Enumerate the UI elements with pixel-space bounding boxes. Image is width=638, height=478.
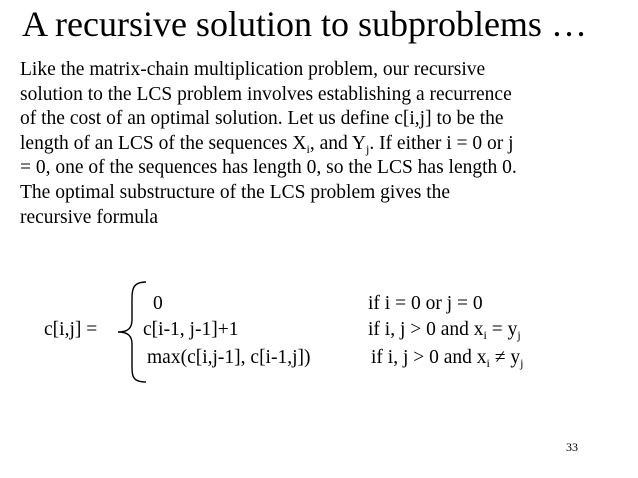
case2-cond-b: = y — [486, 319, 518, 340]
case3-condition — [371, 346, 523, 370]
word: recursive — [413, 59, 486, 80]
recursive-formula — [0, 288, 638, 398]
word: Like — [20, 59, 56, 80]
word: substructure — [119, 181, 215, 203]
word: the — [426, 181, 451, 203]
line4-text-a: length of an LCS of the sequences X — [20, 132, 307, 154]
case2-condition — [368, 318, 521, 342]
subscript-i: i — [486, 356, 490, 370]
word: multiplication — [193, 59, 304, 80]
subscript-j: j — [517, 328, 521, 342]
body-paragraph — [20, 58, 616, 230]
word: gives — [380, 181, 422, 203]
paragraph-line-4 — [20, 132, 616, 157]
word: the — [240, 181, 265, 203]
case3-cond-b: ≠ y — [489, 347, 521, 368]
case3-cond-a: if i, j > 0 and x — [371, 347, 487, 368]
case2-cond-a: if i, j > 0 and x — [368, 319, 484, 340]
formula-lhs: c[i,j] = — [44, 319, 98, 340]
word: the — [60, 59, 85, 80]
word: matrix-chain — [89, 59, 189, 80]
paragraph-line-6 — [20, 181, 616, 206]
paragraph-line-5: = 0, one of the sequences has length 0, so the LCS has length 0. — [20, 157, 517, 179]
word: our — [382, 59, 409, 80]
paragraph-line-1 — [20, 58, 616, 83]
case3-expression: max(c[i,j-1], c[i-1,j]) — [147, 347, 311, 368]
word: LCS — [269, 181, 306, 203]
paragraph-line-2: solution to the LCS problem involves establishing a recurrence — [20, 83, 512, 105]
line4-text-c: . If either i = 0 or j — [369, 132, 514, 154]
paragraph-line-3: of the cost of an optimal solution. Let us define c[i,j] to be the — [20, 108, 504, 130]
subscript-j: j — [520, 356, 524, 370]
case1-expression: 0 — [153, 293, 163, 314]
word: optimal — [55, 181, 115, 203]
word: of — [219, 181, 237, 203]
subscript-i: i — [483, 328, 487, 342]
line4-text-b: , and Y — [309, 132, 366, 154]
word: The — [20, 181, 51, 203]
word: problem, — [308, 59, 378, 80]
subscript-j: j — [365, 141, 370, 156]
case2-expression: c[i-1, j-1]+1 — [143, 319, 239, 340]
case1-condition: if i = 0 or j = 0 — [368, 293, 483, 314]
word: problem — [310, 181, 376, 203]
paragraph-line-7: recursive formula — [20, 206, 159, 228]
page-number: 33 — [566, 440, 578, 454]
slide-title: A recursive solution to subproblems … — [22, 4, 587, 44]
subscript-i: i — [306, 141, 310, 156]
